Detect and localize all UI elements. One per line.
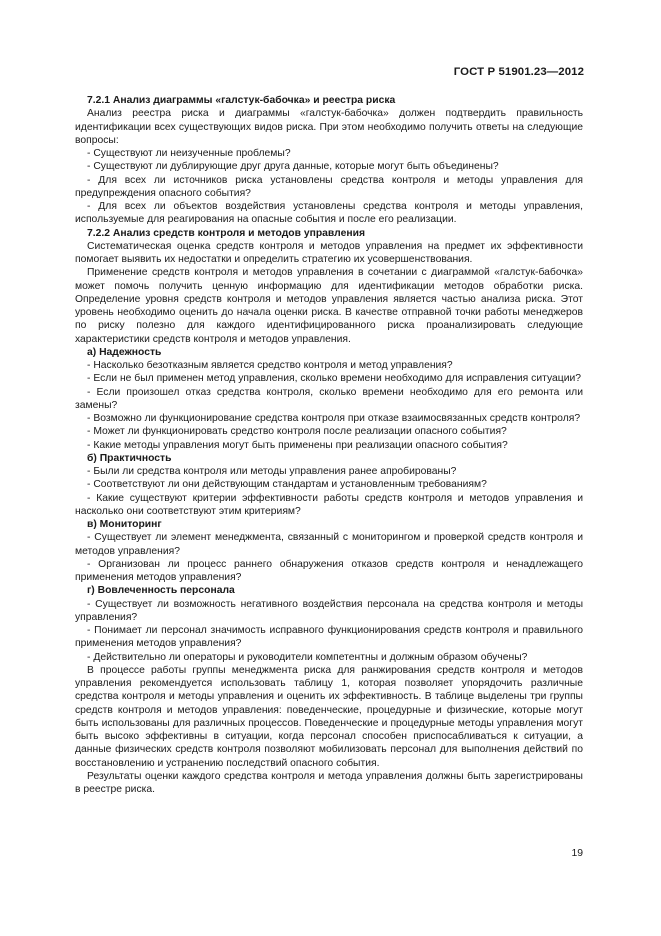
list-item: - Действительно ли операторы и руководители компетентны и должным образом обучены? xyxy=(87,651,528,663)
section-heading-7-2-1: 7.2.1 Анализ диаграммы «галстук-бабочка» и реестра риска xyxy=(87,95,396,106)
list-item: - Если произошел отказ средства контроля, сколько времени необходимо для его ремонта или замены? xyxy=(75,386,583,411)
paragraph: Систематическая оценка средств контроля и методов управления на предмет их эффективности помогает выявить их недостатки и определить стратегию их усовершенствования. xyxy=(75,240,583,265)
list-item: - Были ли средства контроля или методы управления ранее апробированы? xyxy=(87,466,457,477)
list-item: - Может ли функционировать средство контроля после реализации опасного события? xyxy=(87,426,507,438)
list-item: - Существуют ли неизученные проблемы? xyxy=(87,148,291,159)
paragraph: Анализ реестра риска и диаграммы «галстук-бабочка» должен подтвердить правильность идентификации всех существующих видов риска. При этом необходимо получить ответы на следующие вопросы: xyxy=(75,108,583,146)
list-item: - Организован ли процесс раннего обнаружения отказов средств контроля и ненадлежащего применения методов управления? xyxy=(75,558,583,583)
list-item: - Какие существуют критерии эффективности работы средств контроля и методов управления и насколько они соответствуют этим критериям? xyxy=(75,492,583,517)
list-item: - Существуют ли дублирующие друг друга данные, которые могут быть объединены? xyxy=(87,161,499,173)
paragraph: Результаты оценки каждого средства контроля и метода управления должны быть зарегистрированы в реестре риска. xyxy=(75,770,583,795)
body-text xyxy=(75,94,583,796)
subheading-personnel: г) Вовлеченность персонала xyxy=(87,585,235,597)
section-heading-7-2-2: 7.2.2 Анализ средств контроля и методов управления xyxy=(87,227,365,239)
subheading-reliability: а) Надежность xyxy=(87,346,162,358)
paragraph: Применение средств контроля и методов управления в сочетании с диаграммой «галстук-бабочка» может помочь получить ценную информацию для идентификации методов обработки риска. Определение уровня средств контроля и методов управления является частью анализа риска. Этот уровень необходимо оценить до начала оценки риска. В качестве отправной точки работы менеджеров по риску полезно для каждого идентифицированного риска проанализировать следующие характеристики средств контроля и методов управления. xyxy=(75,267,583,345)
subheading-practicality: б) Практичность xyxy=(87,452,172,464)
list-item: - Существует ли возможность негативного воздействия персонала на средства контроля и методы управления? xyxy=(75,598,583,623)
list-item: - Для всех ли объектов воздействия установлены средства контроля и методы управления, используемые для реагирования на опасные события и после его реализации. xyxy=(75,201,583,226)
document-code: ГОСТ Р 51901.23—2012 xyxy=(453,66,584,78)
list-item: - Насколько безотказным является средство контроля и метод управления? xyxy=(87,360,453,371)
list-item: - Понимает ли персонал значимость исправного функционирования средств контроля и правильного применения методов управления? xyxy=(75,625,583,650)
page-number: 19 xyxy=(571,848,583,859)
list-item: - Для всех ли источников риска установлены средства контроля и методы управления для предупреждения опасного события? xyxy=(75,174,583,199)
list-item: - Соответствуют ли они действующим стандартам и установленным требованиям? xyxy=(87,479,487,491)
list-item: - Если не был применен метод управления, сколько времени необходимо для исправления ситуации? xyxy=(87,373,582,385)
paragraph: В процессе работы группы менеджмента риска для ранжирования средств контроля и методов управления рекомендуется использовать таблицу 1, которая позволяет упорядочить различные средства контроля и методы управления и оценить их эффективность. В таблице выделены три группы средств контроля и методов управления: поведенческие, процедурные и физические, которые могут быть использованы для различных процессов. Поведенческие и процедурные методы управления могут быть высоко эффективны в ситуации, когда персонал способен приспосабливаться к ситуации, а данные физических средств контроля позволяют мобилизовать персонал для выполнения действий по восстановлению и устранению последствий опасного события. xyxy=(75,664,583,769)
list-item: - Какие методы управления могут быть применены при реализации опасного события? xyxy=(87,439,508,451)
list-item: - Существует ли элемент менеджмента, связанный с мониторингом и проверкой средств контроля и методов управления? xyxy=(75,532,583,557)
subheading-monitoring: в) Мониторинг xyxy=(87,519,162,530)
list-item: - Возможно ли функционирование средства контроля при отказе взаимосвязанных средств контроля? xyxy=(87,413,581,424)
